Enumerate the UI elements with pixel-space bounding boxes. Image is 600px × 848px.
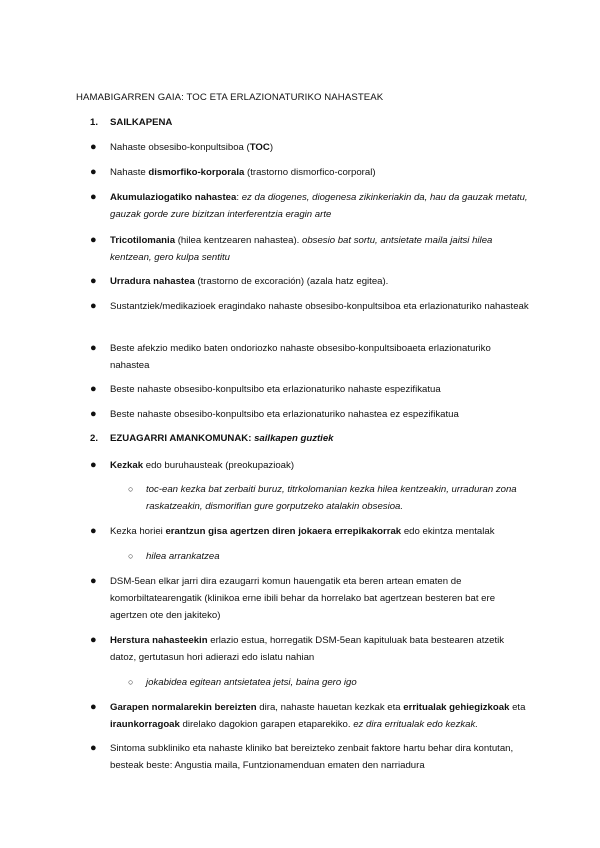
list-item: ● Beste nahaste obsesibo-konpultsibo eta erlazionaturiko nahaste espezifikatua xyxy=(90,381,530,398)
list-item: ● Akumulaziogatiko nahastea: ez da diogenes, diogenesa zikinkeriakin da, hau da gauzak metatu, gauzak gorde zure bizitzan interferentzia eragin arte xyxy=(90,191,528,220)
list-item: ● Herstura nahasteekin erlazio estua, horregatik DSM-5ean kapituluak bata bestearen atzetik datoz, gertutasun hori adierazi edo islatu nahian xyxy=(90,634,505,663)
list-item: ● Garapen normalarekin bereizten dira, nahaste hauetan kezkak eta erritualak gehiegizkoak eta iraunkorragoak direlako dagokion garapen etaparekiko. ez dira erritualak edo kezkak. xyxy=(90,701,526,730)
list-item: ● DSM-5ean elkar jarri dira ezaugarri komun hauengatik eta beren artean ematen de komorbiltatearengatik (klinikoa erne ibili behar da horrelako bat agertzean besteren bat ere agertzen ote den jakiteko) xyxy=(90,575,496,621)
bullet-icon: ● xyxy=(90,166,97,178)
bullet-icon: ● xyxy=(90,300,97,312)
bullet-icon: ● xyxy=(90,742,97,754)
list-item: ● Nahaste dismorfiko-korporala (trastorno dismorfico-corporal) xyxy=(90,164,530,181)
bullet-icon: ● xyxy=(90,408,97,420)
section-heading-2 xyxy=(90,433,334,444)
circle-bullet-icon: ○ xyxy=(128,551,134,561)
bullet-icon: ● xyxy=(90,275,97,287)
bullet-icon: ● xyxy=(90,575,97,587)
section-label: SAILKAPENA xyxy=(110,117,173,128)
bullet-icon: ● xyxy=(90,459,97,471)
bullet-icon: ● xyxy=(90,141,97,153)
bullet-icon: ● xyxy=(90,191,97,203)
bullet-icon: ● xyxy=(90,634,97,646)
list-item: ● Sustantziek/medikazioek eragindako nahaste obsesibo-konpultsiboa eta erlazionaturiko nahasteak xyxy=(90,298,530,315)
page-title: HAMABIGARREN GAIA: TOC ETA ERLAZIONATURIKO NAHASTEAK xyxy=(76,92,384,103)
circle-bullet-icon: ○ xyxy=(128,484,134,494)
bullet-icon: ● xyxy=(90,701,97,713)
section-heading-1 xyxy=(90,117,172,128)
section-number: 2. xyxy=(90,433,99,444)
list-item: ● Beste nahaste obsesibo-konpultsibo eta erlazionaturiko nahastea ez espezifikatua xyxy=(90,406,530,423)
section-label: EZUAGARRI AMANKOMUNAK: xyxy=(110,433,255,444)
list-item: ● Sintoma subkliniko eta nahaste kliniko bat bereizteko zenbait faktore hartu behar dira kontutan, besteak beste: Angustia maila, Funtzionamenduan ematen den narriadura xyxy=(90,742,514,771)
section-number: 1. xyxy=(90,117,99,128)
sub-list-item: ○ toc-ean kezka bat zerbaiti buruz, titrkolomanian kezka hilea kentzeakin, urraduran zona raskatzeakin, dismorifian gure gorputzeko atalakin obsesioa. xyxy=(128,481,528,515)
sub-list-item: ○ jokabidea egitean antsietatea jetsi, baina gero igo xyxy=(128,674,528,691)
circle-bullet-icon: ○ xyxy=(128,677,134,687)
list-item: ● Kezkak edo buruhausteak (preokupazioak) xyxy=(90,457,530,474)
section-label-italic: sailkapen guztiek xyxy=(254,433,334,444)
bullet-icon: ● xyxy=(90,525,97,537)
list-item: ● Urradura nahastea (trastorno de excoración) (azala hatz egitea). xyxy=(90,273,530,290)
list-item: ● Kezka horiei erantzun gisa agertzen diren jokaera errepikakorrak edo ekintza mentalak xyxy=(90,523,530,540)
bullet-icon: ● xyxy=(90,342,97,354)
list-item: ● Beste afekzio mediko baten ondoriozko nahaste obsesibo-konpultsiboaeta erlazionaturiko nahastea xyxy=(90,342,491,371)
list-item: ● Nahaste obsesibo-konpultsiboa (TOC) xyxy=(90,139,530,156)
bullet-icon: ● xyxy=(90,383,97,395)
sub-list-item: ○ hilea arrankatzea xyxy=(128,548,528,565)
bullet-icon: ● xyxy=(90,234,97,246)
list-item: ● Tricotilomania (hilea kentzearen nahastea). obsesio bat sortu, antsietate maila jaitsi hilea kentzean, gero kulpa sentitu xyxy=(90,234,493,263)
